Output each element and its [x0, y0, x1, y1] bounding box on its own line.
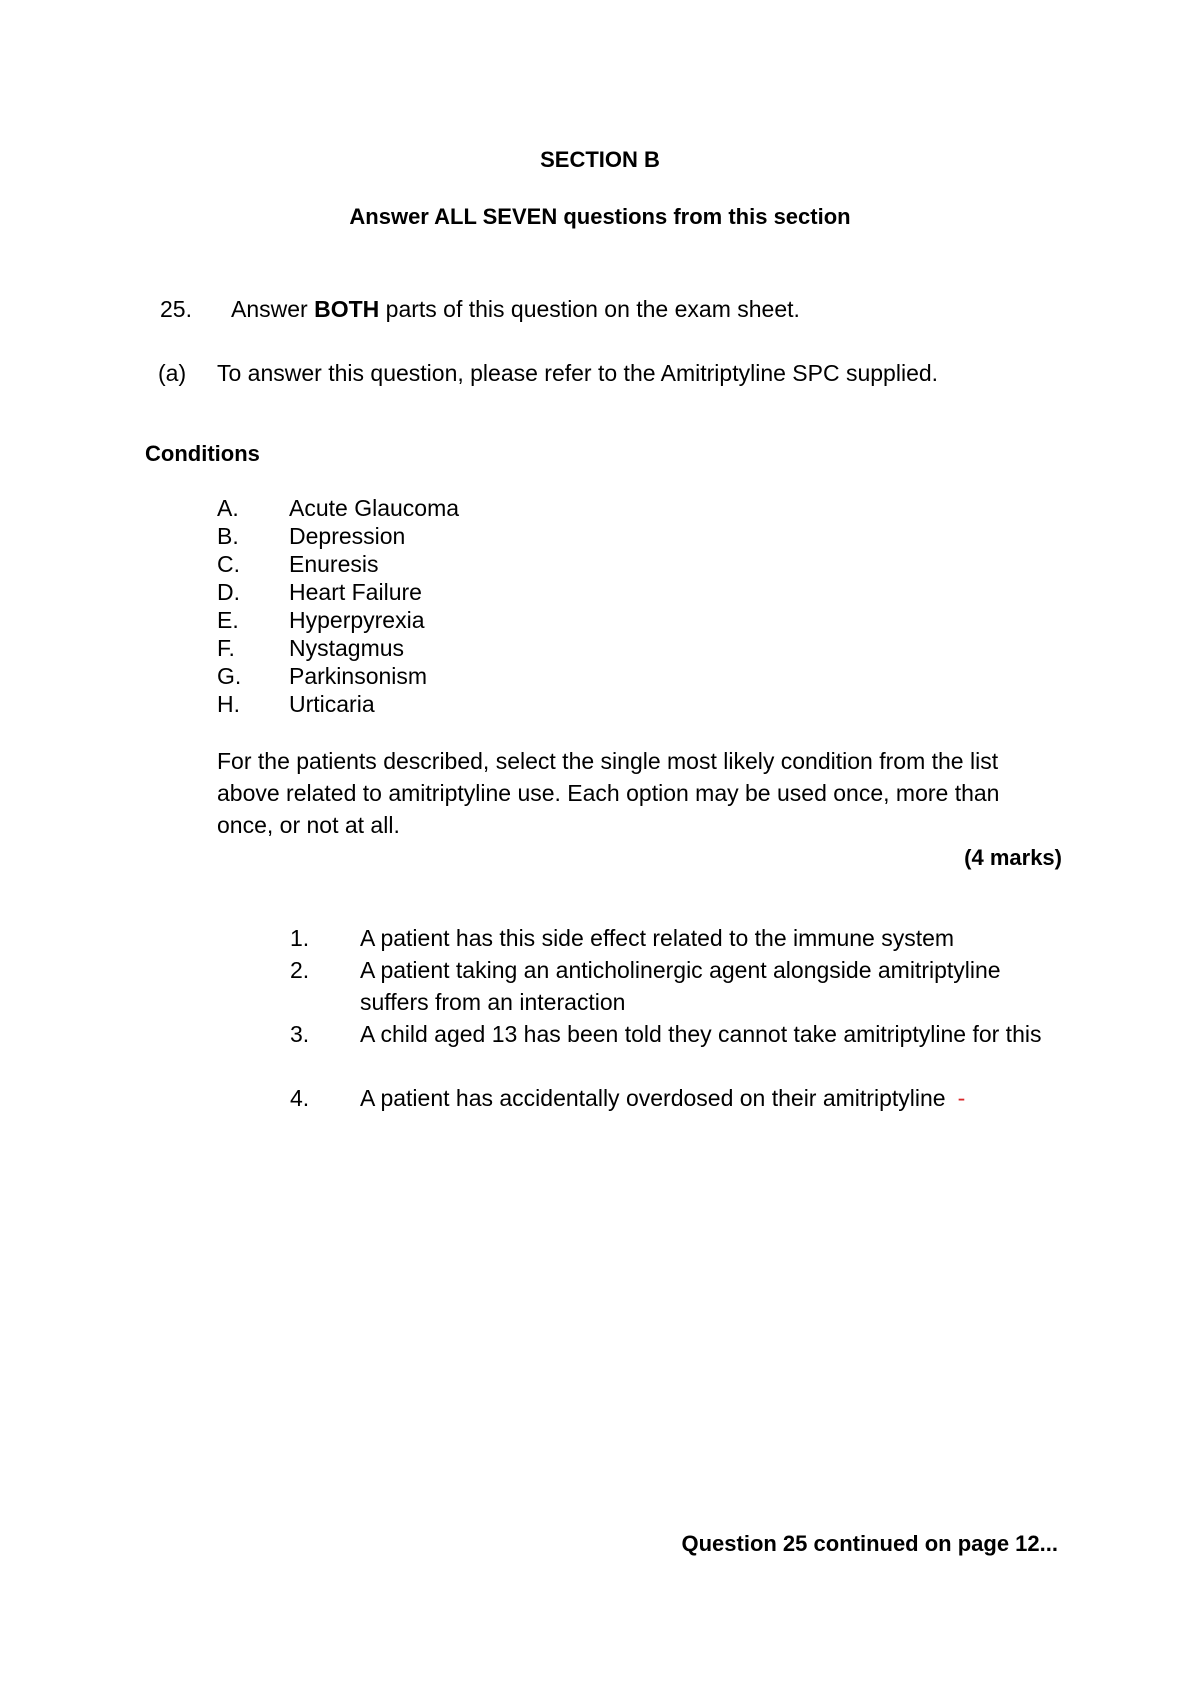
marks-label: (4 marks) — [964, 845, 1062, 870]
item-letter: B. — [217, 523, 239, 549]
question-intro — [231, 296, 800, 323]
item-label: Parkinsonism — [289, 663, 428, 689]
item-text: A patient has this side effect related to the immune system — [360, 925, 955, 951]
section-title: SECTION B — [540, 147, 660, 172]
item-label: Heart Failure — [289, 579, 422, 605]
section-subtitle: Answer ALL SEVEN questions from this section — [349, 204, 851, 229]
conditions-heading: Conditions — [145, 441, 260, 466]
continued-footer: Question 25 continued on page 12... — [681, 1531, 1058, 1556]
item-letter: E. — [217, 607, 239, 633]
item-label: Urticaria — [289, 691, 375, 717]
part-label: (a) — [158, 360, 187, 386]
question-intro-suffix: parts of this question on the exam sheet. — [379, 296, 800, 322]
item-number: 2. — [290, 957, 310, 983]
item-label: Enuresis — [289, 551, 379, 577]
item-letter: D. — [217, 579, 240, 605]
item-text-content: A patient has accidentally overdosed on their amitriptyline — [360, 1085, 946, 1111]
question-intro-prefix: Answer — [231, 296, 315, 322]
item-text: A patient taking an anticholinergic agent alongside amitriptyline suffers from an interaction — [360, 957, 1001, 1015]
question-intro-bold: BOTH — [314, 296, 380, 322]
red-annotation-mark: - — [957, 1085, 966, 1111]
item-letter: G. — [217, 663, 242, 689]
item-letter: H. — [217, 691, 240, 717]
item-number: 3. — [290, 1021, 310, 1047]
item-letter: A. — [217, 495, 239, 521]
item-label: Hyperpyrexia — [289, 607, 425, 633]
item-label: Acute Glaucoma — [289, 495, 460, 521]
question-number: 25. — [160, 296, 192, 322]
item-text — [360, 1082, 1060, 1114]
item-letter: C. — [217, 551, 240, 577]
item-text: A child aged 13 has been told they cannot take amitriptyline for this — [360, 1021, 1042, 1047]
item-letter: F. — [217, 635, 235, 661]
part-text: To answer this question, please refer to the Amitriptyline SPC supplied. — [217, 360, 939, 386]
instructions-paragraph: For the patients described, select the single most likely condition from the list above related to amitriptyline use. Each option may be used once, more than once, or not at all. — [217, 748, 1000, 838]
item-number: 4. — [290, 1085, 310, 1111]
item-number: 1. — [290, 925, 310, 951]
item-label: Nystagmus — [289, 635, 405, 661]
item-label: Depression — [289, 523, 406, 549]
